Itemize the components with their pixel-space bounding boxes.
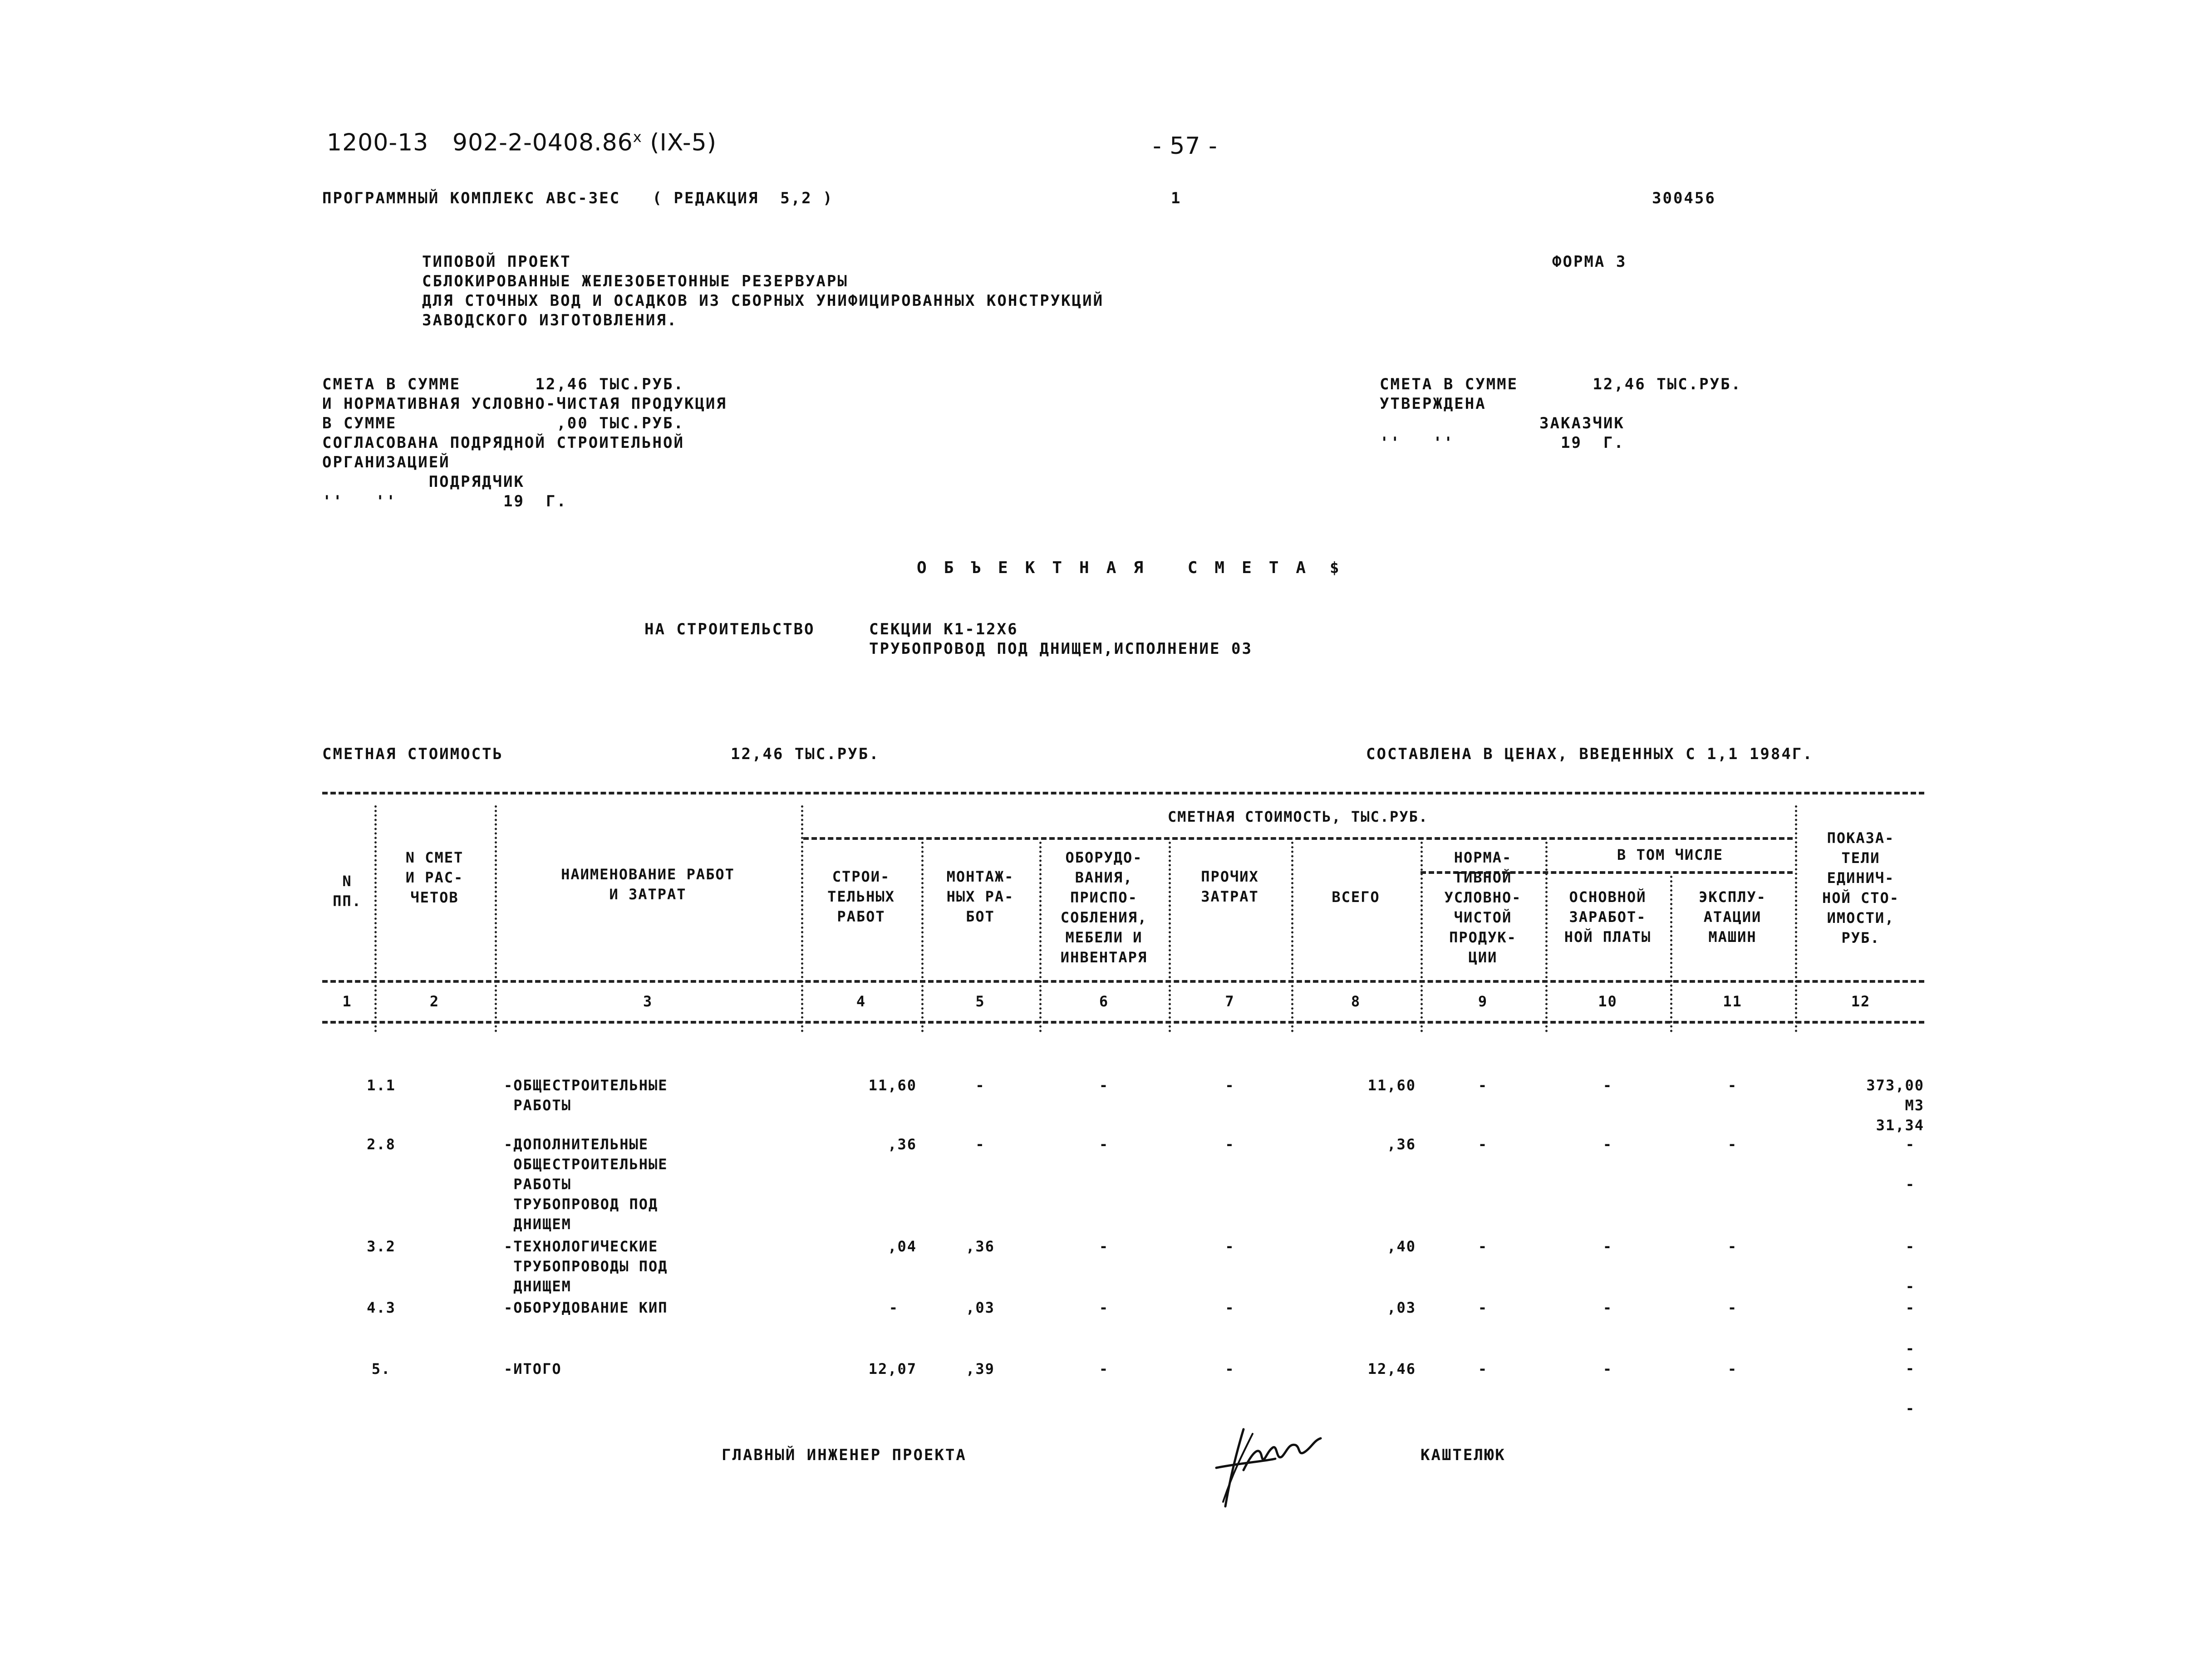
column-number: 2 [429, 993, 440, 1010]
column-header-machines: ЭКСПЛУ- АТАЦИИ МАШИН [1699, 888, 1766, 946]
project-line: ДЛЯ СТОЧНЫХ ВОД И ОСАДКОВ ИЗ СБОРНЫХ УНИФИЦИРОВАННЫХ КОНСТРУКЦИЙ [422, 292, 1104, 310]
row-wages: - [1602, 1299, 1613, 1316]
row-name: -ИТОГО [504, 1360, 562, 1378]
row-construction: - [889, 1299, 899, 1316]
project-line: СБЛОКИРОВАННЫЕ ЖЕЛЕЗОБЕТОННЫЕ РЕЗЕРВУАРЫ [422, 272, 848, 290]
form-label: ФОРМА 3 [1552, 253, 1627, 271]
row-unit-cost: - - [1905, 1136, 1915, 1193]
program-id: 300456 [1652, 189, 1716, 207]
column-header-equipment: ОБОРУДО- ВАНИЯ, ПРИСПО- СОБЛЕНИЯ, МЕБЕЛИ И ИНВЕНТАРЯ [1060, 849, 1148, 966]
approval-line: ПОДРЯДЧИК [322, 473, 525, 491]
row-total: ,03 [1387, 1299, 1416, 1316]
estimated-cost-value: 12,46 ТЫС.РУБ. [731, 745, 880, 763]
row-other: - [1225, 1360, 1235, 1378]
column-number: 8 [1351, 993, 1361, 1010]
row-wages: - [1602, 1077, 1613, 1094]
row-normative: - [1478, 1299, 1488, 1316]
column-number: 4 [856, 993, 866, 1010]
approval-line: СОГЛАСОВАНА ПОДРЯДНОЙ СТРОИТЕЛЬНОЙ [322, 434, 684, 452]
row-installation: - [975, 1136, 985, 1153]
row-machines: - [1727, 1136, 1738, 1153]
column-header-name: НАИМЕНОВАНИЕ РАБОТ И ЗАТРАТ [561, 866, 735, 903]
prices-note: СОСТАВЛЕНА В ЦЕНАХ, ВВЕДЕННЫХ С 1,1 1984Г. [1366, 745, 1814, 763]
row-installation: ,39 [966, 1360, 995, 1378]
row-total: 12,46 [1367, 1360, 1416, 1378]
row-other: - [1225, 1238, 1235, 1255]
column-header-other: ПРОЧИХ ЗАТРАТ [1201, 868, 1259, 905]
row-machines: - [1727, 1299, 1738, 1316]
column-header-wages: ОСНОВНОЙ ЗАРАБОТ- НОЙ ПЛАТЫ [1564, 888, 1652, 946]
purpose-line: ТРУБОПРОВОД ПОД ДНИЩЕМ,ИСПОЛНЕНИЕ 03 [869, 640, 1253, 658]
page-number: - 57 - [1153, 132, 1218, 160]
document-title: ОБЪЕКТНАЯ СМЕТА [917, 559, 1323, 577]
row-number: 4.3 [367, 1299, 396, 1316]
approval-line: УТВЕРЖДЕНА [1380, 395, 1486, 413]
approval-line: СМЕТА В СУММЕ 12,46 ТЫС.РУБ. [1380, 375, 1742, 393]
column-header-estimate-ref: N СМЕТ И РАС- ЧЕТОВ [405, 849, 464, 906]
row-number: 2.8 [367, 1136, 396, 1153]
group-header-cost: СМЕТНАЯ СТОИМОСТЬ, ТЫС.РУБ. [1167, 808, 1429, 825]
signatory-name: КАШТЕЛЮК [1421, 1446, 1506, 1464]
row-total: ,36 [1387, 1136, 1416, 1153]
column-number: 7 [1225, 993, 1235, 1010]
table-rule [803, 837, 1793, 840]
row-equipment: - [1099, 1136, 1109, 1153]
column-number: 10 [1598, 993, 1617, 1010]
row-name: -ТЕХНОЛОГИЧЕСКИЕ ТРУБОПРОВОДЫ ПОД ДНИЩЕМ [504, 1238, 668, 1295]
column-header-number: N ПП. [333, 873, 362, 910]
row-wages: - [1602, 1238, 1613, 1255]
row-normative: - [1478, 1077, 1488, 1094]
column-number: 9 [1478, 993, 1488, 1010]
column-number: 1 [342, 993, 352, 1010]
purpose-label: НА СТРОИТЕЛЬСТВО [644, 620, 815, 638]
estimate-number: $ [1330, 559, 1341, 577]
row-equipment: - [1099, 1299, 1109, 1316]
approval-line: СМЕТА В СУММЕ 12,46 ТЫС.РУБ. [322, 375, 684, 393]
row-total: ,40 [1387, 1238, 1416, 1255]
row-construction: ,36 [888, 1136, 917, 1153]
row-normative: - [1478, 1238, 1488, 1255]
column-header-construction: СТРОИ- ТЕЛЬНЫХ РАБОТ [827, 868, 895, 925]
table-rule [322, 792, 1924, 794]
row-machines: - [1727, 1360, 1738, 1378]
row-machines: - [1727, 1077, 1738, 1094]
row-normative: - [1478, 1136, 1488, 1153]
row-construction: 12,07 [868, 1360, 917, 1378]
row-unit-cost: 373,00 М3 31,34 [1866, 1077, 1924, 1134]
row-other: - [1225, 1299, 1235, 1316]
row-equipment: - [1099, 1238, 1109, 1255]
program-line: ПРОГРАММНЫЙ КОМПЛЕКС АВС-ЗЕС ( РЕДАКЦИЯ 5,2 ) [322, 189, 834, 207]
row-name: -ОБОРУДОВАНИЕ КИП [504, 1299, 668, 1316]
column-number: 3 [643, 993, 653, 1010]
group-header-including: В ТОМ ЧИСЛЕ [1617, 846, 1723, 863]
column-header-total: ВСЕГО [1332, 888, 1380, 906]
row-construction: ,04 [888, 1238, 917, 1255]
row-machines: - [1727, 1238, 1738, 1255]
row-other: - [1225, 1136, 1235, 1153]
row-wages: - [1602, 1136, 1613, 1153]
row-number: 3.2 [367, 1238, 396, 1255]
approval-line: ОРГАНИЗАЦИЕЙ [322, 453, 450, 471]
row-equipment: - [1099, 1077, 1109, 1094]
row-normative: - [1478, 1360, 1488, 1378]
approval-line: '' '' 19 Г. [1380, 434, 1625, 452]
column-header-installation: МОНТАЖ- НЫХ РА- БОТ [946, 868, 1014, 925]
row-installation: - [975, 1077, 985, 1094]
row-total: 11,60 [1367, 1077, 1416, 1094]
purpose-line: СЕКЦИИ К1-12Х6 [869, 620, 1018, 638]
row-unit-cost: - - - [1905, 1340, 1915, 1417]
signature-image [1198, 1425, 1334, 1511]
column-header-unit-cost: ПОКАЗА- ТЕЛИ ЕДИНИЧ- НОЙ СТО- ИМОСТИ, РУБ. [1822, 829, 1900, 946]
approval-line: ЗАКАЗЧИК [1380, 414, 1625, 432]
column-number: 12 [1851, 993, 1871, 1010]
row-unit-cost: - - [1905, 1238, 1915, 1295]
row-other: - [1225, 1077, 1235, 1094]
row-unit-cost: - [1905, 1299, 1915, 1316]
column-number: 6 [1099, 993, 1109, 1010]
project-line: ЗАВОДСКОГО ИЗГОТОВЛЕНИЯ. [422, 311, 678, 329]
estimated-cost-label: СМЕТНАЯ СТОИМОСТЬ [322, 745, 503, 763]
project-line: ТИПОВОЙ ПРОЕКТ [422, 253, 571, 271]
row-name: -ОБЩЕСТРОИТЕЛЬНЫЕ РАБОТЫ [504, 1077, 668, 1114]
row-construction: 11,60 [868, 1077, 917, 1094]
program-mark: 1 [1171, 189, 1182, 207]
approval-line: И НОРМАТИВНАЯ УСЛОВНО-ЧИСТАЯ ПРОДУКЦИЯ [322, 395, 727, 413]
column-header-normative: НОРМА- ТИВНОЙ УСЛОВНО- ЧИСТОЙ ПРОДУК- ЦИИ [1444, 849, 1522, 966]
approval-line: '' '' 19 Г. [322, 492, 567, 510]
row-number: 1.1 [367, 1077, 396, 1094]
row-number: 5. [371, 1360, 391, 1378]
column-number: 11 [1723, 993, 1742, 1010]
approval-line: В СУММЕ ,00 ТЫС.РУБ. [322, 414, 684, 432]
row-wages: - [1602, 1360, 1613, 1378]
row-installation: ,36 [966, 1238, 995, 1255]
column-number: 5 [975, 993, 985, 1010]
row-name: -ДОПОЛНИТЕЛЬНЫЕ ОБЩЕСТРОИТЕЛЬНЫЕ РАБОТЫ ТРУБОПРОВОД ПОД ДНИЩЕМ [504, 1136, 668, 1233]
row-installation: ,03 [966, 1299, 995, 1316]
signatory-position: ГЛАВНЫЙ ИНЖЕНЕР ПРОЕКТА [722, 1446, 967, 1464]
table-rule [322, 980, 1924, 983]
table-rule [322, 1021, 1924, 1024]
row-equipment: - [1099, 1360, 1109, 1378]
document-code: 1200-13 902-2-0408.86$^x$ (IX-5) [327, 128, 717, 157]
